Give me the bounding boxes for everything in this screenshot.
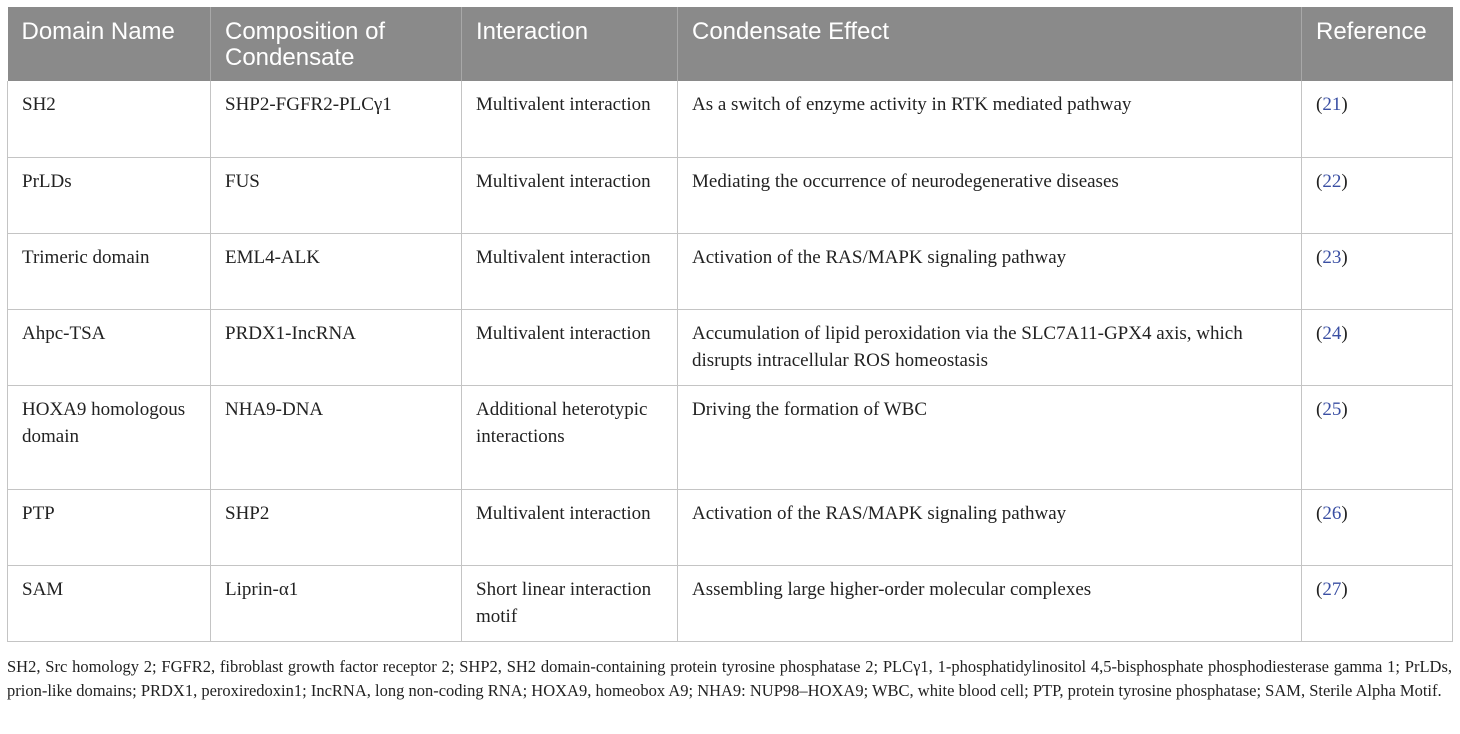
cell-domain: Ahpc-TSA — [8, 309, 211, 385]
cell-interaction: Multivalent interaction — [462, 81, 678, 157]
cell-reference: (25) — [1302, 385, 1453, 489]
cell-composition: Liprin-α1 — [211, 565, 462, 641]
cell-effect: As a switch of enzyme activity in RTK mediated pathway — [678, 81, 1302, 157]
cell-composition: SHP2 — [211, 489, 462, 565]
header-composition: Composition of Condensate — [211, 7, 462, 81]
cell-interaction: Multivalent interaction — [462, 233, 678, 309]
cell-reference: (22) — [1302, 157, 1453, 233]
cell-effect: Assembling large higher-order molecular complexes — [678, 565, 1302, 641]
cell-domain: SH2 — [8, 81, 211, 157]
cell-reference: (23) — [1302, 233, 1453, 309]
cell-interaction: Additional heterotypic interactions — [462, 385, 678, 489]
reference-link[interactable]: 25 — [1322, 398, 1342, 420]
table-row — [8, 489, 1453, 565]
cell-effect: Activation of the RAS/MAPK signaling pathway — [678, 489, 1302, 565]
reference-link[interactable]: 27 — [1322, 578, 1342, 600]
table-row — [8, 233, 1453, 309]
table-row — [8, 157, 1453, 233]
cell-domain: Trimeric domain — [8, 233, 211, 309]
reference-link[interactable]: 24 — [1322, 322, 1342, 344]
reference-link[interactable]: 21 — [1322, 94, 1342, 115]
table-row — [8, 565, 1453, 641]
condensate-table — [7, 7, 1453, 642]
reference-link[interactable]: 26 — [1322, 502, 1342, 524]
cell-composition: NHA9-DNA — [211, 385, 462, 489]
cell-effect: Driving the formation of WBC — [678, 385, 1302, 489]
header-condensate-effect: Condensate Effect — [678, 7, 1302, 81]
cell-composition: FUS — [211, 157, 462, 233]
cell-reference: (21) — [1302, 81, 1453, 157]
table-container — [7, 7, 1452, 642]
cell-domain: PrLDs — [8, 157, 211, 233]
cell-reference: (27) — [1302, 565, 1453, 641]
cell-interaction: Multivalent interaction — [462, 309, 678, 385]
cell-domain: PTP — [8, 489, 211, 565]
cell-domain: HOXA9 homologous domain — [8, 385, 211, 489]
cell-domain: SAM — [8, 565, 211, 641]
cell-composition: EML4-ALK — [211, 233, 462, 309]
reference-link[interactable]: 22 — [1322, 170, 1342, 192]
cell-composition: SHP2-FGFR2-PLCγ1 — [211, 81, 462, 157]
cell-effect: Activation of the RAS/MAPK signaling pathway — [678, 233, 1302, 309]
cell-composition: PRDX1-IncRNA — [211, 309, 462, 385]
header-domain-name: Domain Name — [8, 7, 211, 81]
cell-effect: Accumulation of lipid peroxidation via the SLC7A11-GPX4 axis, which disrupts intracellular ROS homeostasis — [678, 309, 1302, 385]
reference-link[interactable]: 23 — [1322, 246, 1342, 268]
cell-reference: (26) — [1302, 489, 1453, 565]
cell-interaction: Short linear interaction motif — [462, 565, 678, 641]
cell-effect: Mediating the occurrence of neurodegenerative diseases — [678, 157, 1302, 233]
header-row — [8, 7, 1453, 81]
cell-reference: (24) — [1302, 309, 1453, 385]
cell-interaction: Multivalent interaction — [462, 157, 678, 233]
header-reference: Reference — [1302, 7, 1453, 81]
header-interaction: Interaction — [462, 7, 678, 81]
table-footnote: SH2, Src homology 2; FGFR2, fibroblast growth factor receptor 2; SHP2, SH2 domain-containing protein tyrosine phosphatase 2; PLCγ1, 1-phosphatidylinositol 4,5-bisphosphate phosphodiesterase gamma 1; PrLDs, prion-like domains; PRDX1, peroxiredoxin1; IncRNA, long non-coding RNA; HOXA9, homeobox A9; NHA9: NUP98–HOXA9; WBC, white blood cell; PTP, protein tyrosine phosphatase; SAM, Sterile Alpha Motif. — [7, 657, 1452, 700]
table-row — [8, 385, 1453, 489]
table-row — [8, 309, 1453, 385]
table-row — [8, 81, 1453, 157]
cell-interaction: Multivalent interaction — [462, 489, 678, 565]
